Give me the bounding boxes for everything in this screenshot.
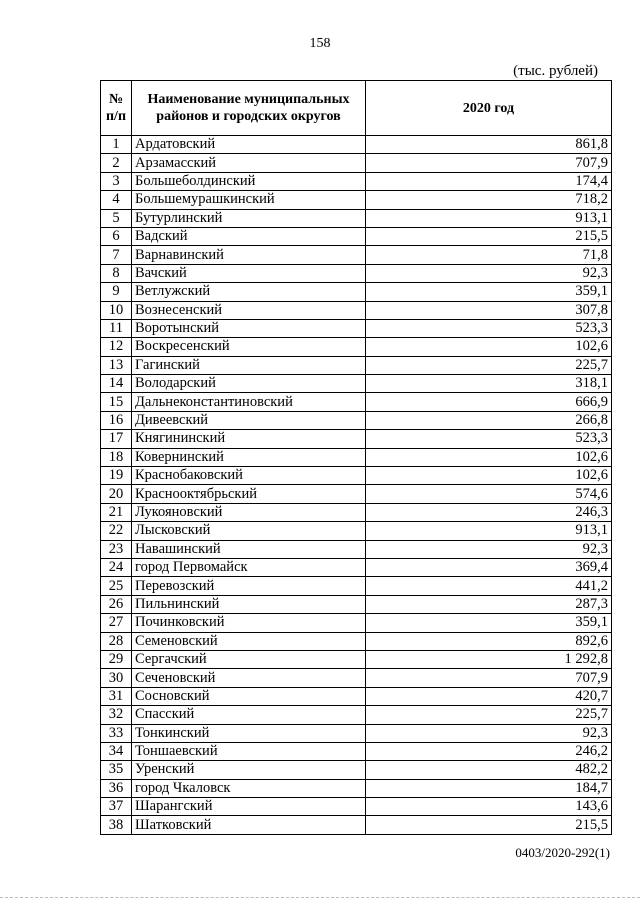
row-name: Тонкинский <box>132 724 366 742</box>
row-number: 29 <box>101 650 132 668</box>
row-value: 102,6 <box>366 338 612 356</box>
row-value: 420,7 <box>366 687 612 705</box>
row-number: 37 <box>101 798 132 816</box>
row-name: Шатковский <box>132 816 366 834</box>
table-row <box>101 577 612 595</box>
bottom-divider <box>0 897 640 898</box>
row-value: 441,2 <box>366 577 612 595</box>
row-name: Дальнеконстантиновский <box>132 393 366 411</box>
row-number: 24 <box>101 558 132 576</box>
row-number: 9 <box>101 283 132 301</box>
table-row <box>101 338 612 356</box>
row-name: Вознесенский <box>132 301 366 319</box>
table-row <box>101 761 612 779</box>
row-value: 523,3 <box>366 430 612 448</box>
header-row <box>101 81 612 136</box>
row-number: 31 <box>101 687 132 705</box>
row-name: Княгининский <box>132 430 366 448</box>
row-value: 1 292,8 <box>366 650 612 668</box>
table-row <box>101 448 612 466</box>
row-value: 246,3 <box>366 503 612 521</box>
row-number: 7 <box>101 246 132 264</box>
row-name: Гагинский <box>132 356 366 374</box>
row-name: Варнавинский <box>132 246 366 264</box>
row-number: 17 <box>101 430 132 448</box>
header-name: Наименование муниципальных районов и городских округов <box>132 81 366 136</box>
row-value: 184,7 <box>366 779 612 797</box>
table-row <box>101 264 612 282</box>
row-number: 22 <box>101 522 132 540</box>
table-row <box>101 283 612 301</box>
table-row <box>101 191 612 209</box>
row-number: 12 <box>101 338 132 356</box>
row-number: 26 <box>101 595 132 613</box>
row-number: 15 <box>101 393 132 411</box>
table-row <box>101 154 612 172</box>
row-value: 266,8 <box>366 411 612 429</box>
table-row <box>101 209 612 227</box>
row-value: 143,6 <box>366 798 612 816</box>
row-value: 707,9 <box>366 154 612 172</box>
row-name: Лукояновский <box>132 503 366 521</box>
row-value: 359,1 <box>366 614 612 632</box>
table-row <box>101 246 612 264</box>
header-year: 2020 год <box>366 81 612 136</box>
row-number: 2 <box>101 154 132 172</box>
row-value: 318,1 <box>366 375 612 393</box>
row-value: 707,9 <box>366 669 612 687</box>
row-name: город Первомайск <box>132 558 366 576</box>
table-row <box>101 227 612 245</box>
units-label: (тыс. рублей) <box>513 63 598 79</box>
row-value: 913,1 <box>366 522 612 540</box>
row-value: 307,8 <box>366 301 612 319</box>
table-row <box>101 301 612 319</box>
row-number: 27 <box>101 614 132 632</box>
budget-table <box>100 80 612 835</box>
document-code: 0403/2020-292(1) <box>515 845 610 860</box>
row-number: 35 <box>101 761 132 779</box>
row-name: город Чкаловск <box>132 779 366 797</box>
row-name: Воскресенский <box>132 338 366 356</box>
table-row <box>101 375 612 393</box>
table-row <box>101 614 612 632</box>
table-row <box>101 779 612 797</box>
table-row <box>101 430 612 448</box>
row-value: 102,6 <box>366 448 612 466</box>
row-name: Шарангский <box>132 798 366 816</box>
row-name: Тоншаевский <box>132 742 366 760</box>
row-name: Воротынский <box>132 319 366 337</box>
table-row <box>101 798 612 816</box>
row-number: 28 <box>101 632 132 650</box>
row-name: Краснооктябрьский <box>132 485 366 503</box>
row-name: Навашинский <box>132 540 366 558</box>
row-name: Вачский <box>132 264 366 282</box>
row-value: 174,4 <box>366 172 612 190</box>
row-value: 225,7 <box>366 356 612 374</box>
row-value: 666,9 <box>366 393 612 411</box>
table-row <box>101 669 612 687</box>
row-value: 92,3 <box>366 264 612 282</box>
table-row <box>101 485 612 503</box>
row-name: Спасский <box>132 706 366 724</box>
table-row <box>101 172 612 190</box>
header-number: № п/п <box>101 81 132 136</box>
table-row <box>101 393 612 411</box>
row-number: 38 <box>101 816 132 834</box>
row-value: 892,6 <box>366 632 612 650</box>
row-number: 1 <box>101 136 132 154</box>
table-row <box>101 411 612 429</box>
row-number: 6 <box>101 227 132 245</box>
row-name: Семеновский <box>132 632 366 650</box>
row-number: 5 <box>101 209 132 227</box>
row-name: Лысковский <box>132 522 366 540</box>
row-name: Сеченовский <box>132 669 366 687</box>
table-row <box>101 650 612 668</box>
row-number: 36 <box>101 779 132 797</box>
row-number: 33 <box>101 724 132 742</box>
table-header <box>101 81 612 136</box>
row-value: 523,3 <box>366 319 612 337</box>
table-row <box>101 595 612 613</box>
row-number: 20 <box>101 485 132 503</box>
row-value: 92,3 <box>366 540 612 558</box>
row-value: 102,6 <box>366 467 612 485</box>
row-name: Большемурашкинский <box>132 191 366 209</box>
row-name: Пильнинский <box>132 595 366 613</box>
row-value: 71,8 <box>366 246 612 264</box>
row-name: Дивеевский <box>132 411 366 429</box>
row-name: Сергачский <box>132 650 366 668</box>
row-name: Сосновский <box>132 687 366 705</box>
row-value: 574,6 <box>366 485 612 503</box>
row-name: Починковский <box>132 614 366 632</box>
row-name: Володарский <box>132 375 366 393</box>
row-value: 718,2 <box>366 191 612 209</box>
row-number: 4 <box>101 191 132 209</box>
table-row <box>101 687 612 705</box>
row-name: Ковернинский <box>132 448 366 466</box>
row-name: Арзамасский <box>132 154 366 172</box>
table-row <box>101 356 612 374</box>
row-name: Ветлужский <box>132 283 366 301</box>
row-value: 225,7 <box>366 706 612 724</box>
row-value: 246,2 <box>366 742 612 760</box>
row-value: 92,3 <box>366 724 612 742</box>
table-row <box>101 706 612 724</box>
row-number: 21 <box>101 503 132 521</box>
row-value: 215,5 <box>366 816 612 834</box>
table-row <box>101 467 612 485</box>
row-value: 359,1 <box>366 283 612 301</box>
table-row <box>101 724 612 742</box>
row-number: 25 <box>101 577 132 595</box>
row-number: 19 <box>101 467 132 485</box>
row-name: Краснобаковский <box>132 467 366 485</box>
row-value: 861,8 <box>366 136 612 154</box>
table-row <box>101 540 612 558</box>
row-number: 3 <box>101 172 132 190</box>
row-number: 14 <box>101 375 132 393</box>
row-number: 34 <box>101 742 132 760</box>
table-row <box>101 522 612 540</box>
row-name: Большеболдинский <box>132 172 366 190</box>
row-number: 11 <box>101 319 132 337</box>
page-number: 158 <box>309 36 331 51</box>
table-row <box>101 136 612 154</box>
row-value: 369,4 <box>366 558 612 576</box>
table-row <box>101 503 612 521</box>
row-number: 10 <box>101 301 132 319</box>
row-number: 8 <box>101 264 132 282</box>
row-value: 287,3 <box>366 595 612 613</box>
table-row <box>101 742 612 760</box>
table-row <box>101 558 612 576</box>
row-number: 32 <box>101 706 132 724</box>
row-name: Вадский <box>132 227 366 245</box>
row-value: 215,5 <box>366 227 612 245</box>
row-name: Уренский <box>132 761 366 779</box>
table-row <box>101 632 612 650</box>
table-row <box>101 319 612 337</box>
row-name: Перевозский <box>132 577 366 595</box>
row-number: 30 <box>101 669 132 687</box>
row-value: 482,2 <box>366 761 612 779</box>
table-body <box>101 136 612 835</box>
row-number: 23 <box>101 540 132 558</box>
table-row <box>101 816 612 834</box>
row-number: 16 <box>101 411 132 429</box>
row-value: 913,1 <box>366 209 612 227</box>
row-number: 18 <box>101 448 132 466</box>
row-number: 13 <box>101 356 132 374</box>
row-name: Бутурлинский <box>132 209 366 227</box>
row-name: Ардатовский <box>132 136 366 154</box>
